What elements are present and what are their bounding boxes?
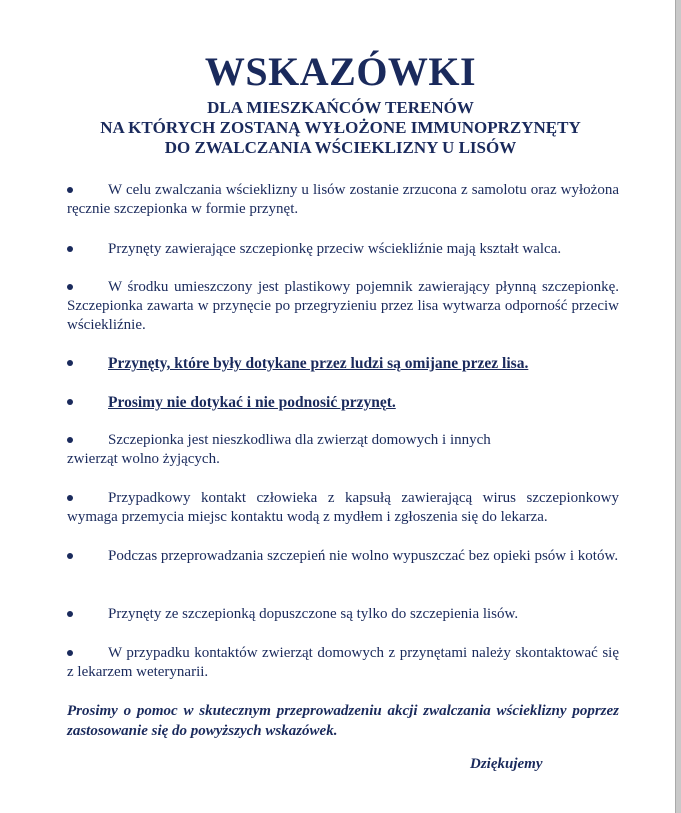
list-item-text: Przynęty zawierające szczepionkę przeciw wściekliźnie mają kształt walca. (108, 241, 562, 257)
page-title: WSKAZÓWKI (204, 49, 477, 94)
bullet-icon (67, 399, 73, 405)
list-item (67, 547, 619, 566)
bullet-icon (67, 246, 73, 252)
bullet-icon (67, 284, 73, 290)
list-item (67, 605, 619, 624)
subtitle-line: NA KTÓRYCH ZOSTANĄ WYŁOŻONE IMMUNOPRZYNĘTY (100, 118, 581, 137)
list-item-text: Szczepionka jest nieszkodliwa dla zwierząt domowych i innych zwierząt wolno żyjących. (67, 432, 491, 467)
bullet-icon (67, 650, 73, 656)
list-item (67, 431, 619, 469)
subtitle-line: DLA MIESZKAŃCÓW TERENÓW (207, 98, 474, 117)
list-item (67, 354, 619, 373)
list-item-text: W celu zwalczania wścieklizny u lisów zostanie zrzucona z samolotu oraz wyłożona ręcznie szczepionka w formie przynęt. (67, 182, 619, 217)
list-item (67, 393, 619, 412)
list-item (67, 489, 619, 527)
list-item-text-emphasis: Prosimy nie dotykać i nie podnosić przynęt. (108, 394, 396, 411)
bullet-icon (67, 360, 73, 366)
thanks-signoff: Dziękujemy (470, 756, 543, 772)
list-item-text-emphasis: Przynęty, które były dotykane przez ludzi są omijane przez lisa. (108, 355, 529, 372)
list-item-text: Podczas przeprowadzania szczepień nie wolno wypuszczać bez opieki psów i kotów. (108, 548, 619, 564)
list-item-text: Przypadkowy kontakt człowieka z kapsułą zawierającą wirus szczepionkowy wymaga przemycia miejsc kontaktu wodą z mydłem i zgłoszenia się do lekarza. (67, 490, 619, 525)
list-item-text: W przypadku kontaktów zwierząt domowych z przynętami należy skontaktować się z lekarzem weterynarii. (67, 645, 619, 680)
list-item-text: W środku umieszczony jest plastikowy pojemnik zawierający płynną szczepionkę. Szczepionka zawarta w przynęcie po przegryzieniu przez lisa wytwarza odporność przeciw wściekliźnie. (67, 279, 619, 333)
bullet-icon (67, 187, 73, 193)
bullet-icon (67, 611, 73, 617)
bullet-icon (67, 495, 73, 501)
list-item (67, 181, 619, 219)
bullet-icon (67, 437, 73, 443)
subtitle-line: DO ZWALCZANIA WŚCIEKLIZNY U LISÓW (164, 138, 517, 157)
list-item (67, 278, 619, 335)
closing-paragraph: Prosimy o pomoc w skutecznym przeprowadzeniu akcji zwalczania wścieklizny poprzez zastosowanie się do powyższych wskazówek. (67, 703, 619, 739)
list-item (67, 644, 619, 682)
bullet-icon (67, 553, 73, 559)
list-item (67, 240, 619, 259)
list-item-text: Przynęty ze szczepionką dopuszczone są tylko do szczepienia lisów. (108, 606, 519, 622)
page-subtitle (0, 98, 681, 158)
